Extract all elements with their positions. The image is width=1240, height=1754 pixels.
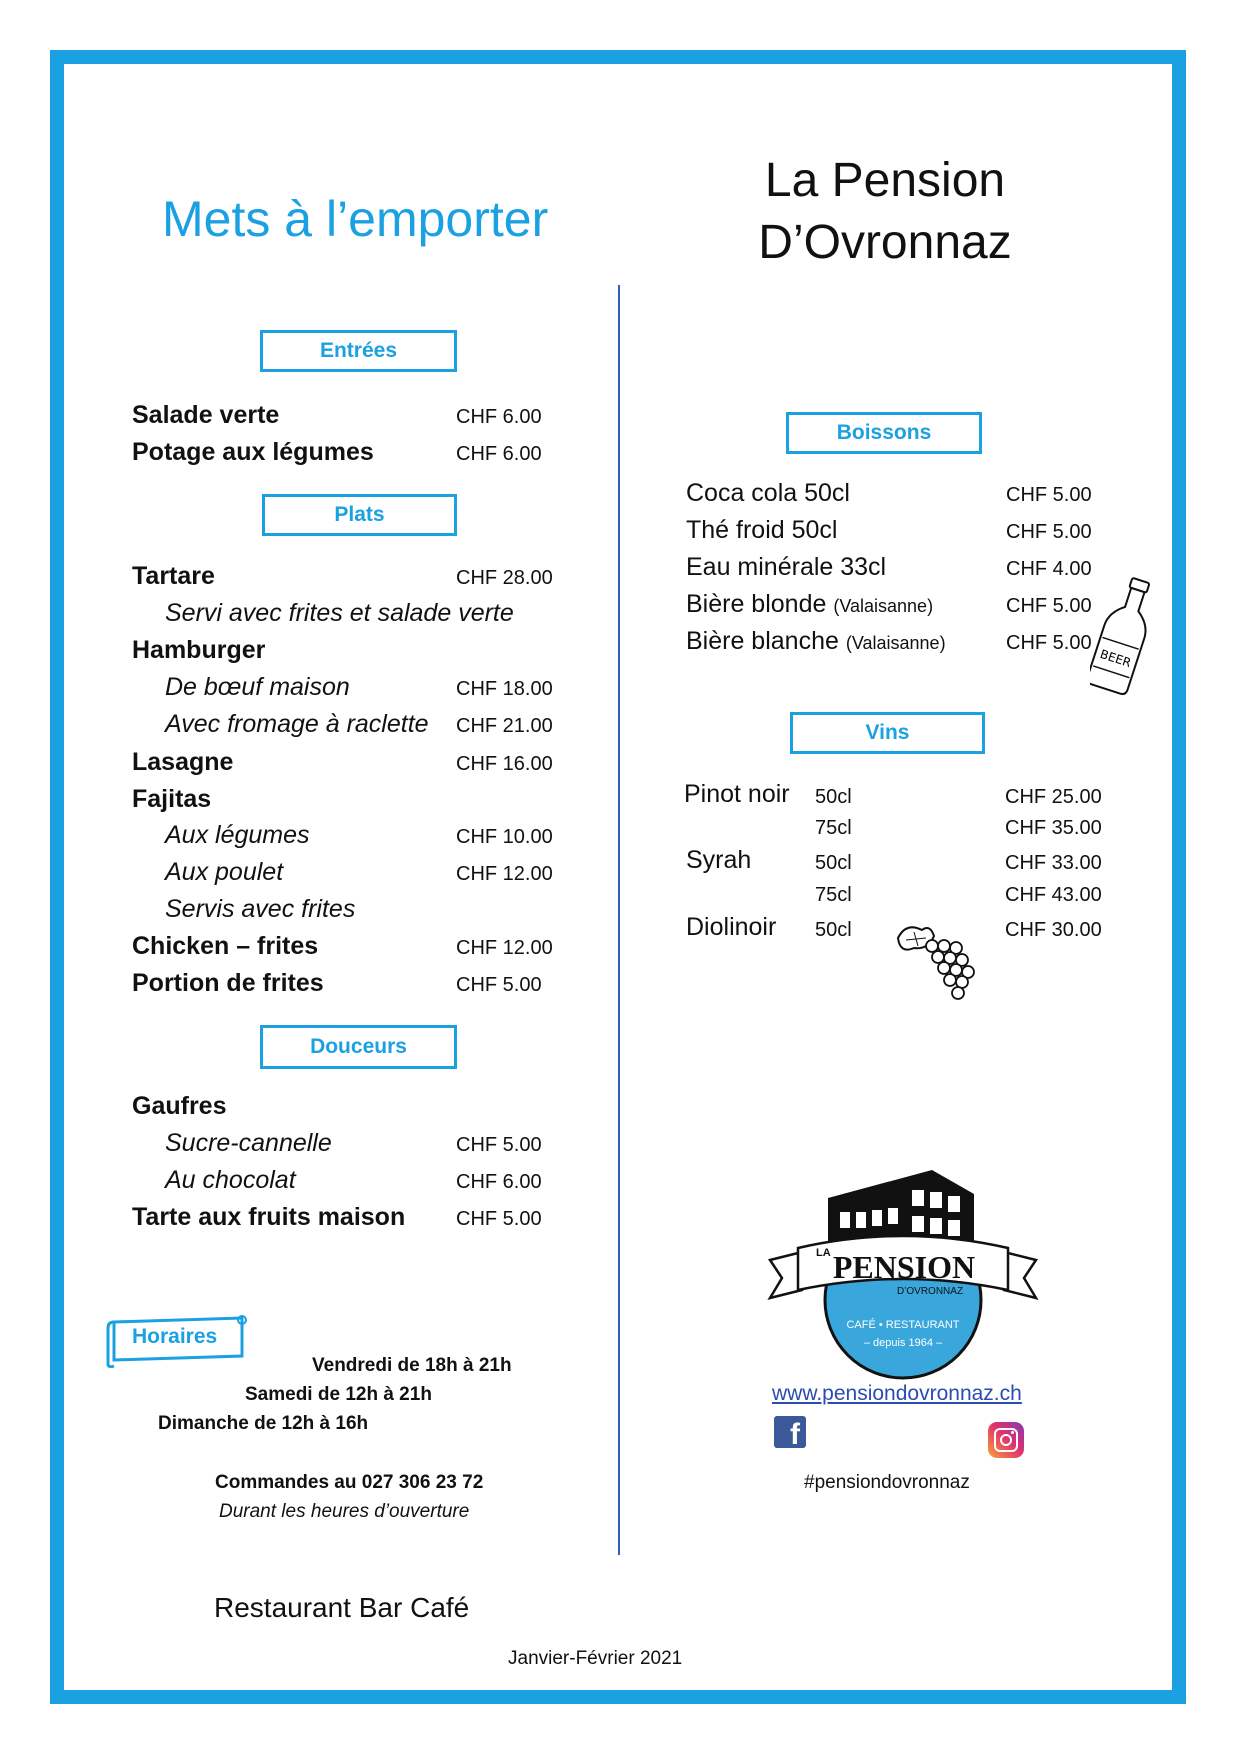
hashtag: #pensiondovronnaz [804,1472,970,1493]
wine-name: Pinot noir [684,780,790,808]
section-boissons: Boissons [786,412,982,454]
drink-detail: (Valaisanne) [833,596,934,616]
menu-item-name: Hamburger [132,636,266,664]
menu-item-name: Tarte aux fruits maison [132,1203,406,1231]
logo-pension: PENSION [832,1249,976,1285]
order-phone: Commandes au 027 306 23 72 [215,1472,484,1493]
facebook-icon[interactable]: f [774,1416,806,1448]
logo-la: LA [816,1247,831,1259]
instagram-icon[interactable] [988,1422,1024,1458]
menu-date: Janvier-Février 2021 [508,1648,683,1669]
drink-name: Coca cola 50cl [686,479,850,507]
wine-size: 75cl [815,817,852,839]
opening-hours-line: Samedi de 12h à 21h [245,1384,432,1405]
wine-size: 75cl [815,884,852,906]
wine-price: CHF 43.00 [1005,884,1102,906]
drink-price: CHF 5.00 [1006,595,1092,617]
section-vins: Vins [790,712,985,754]
menu-option-name: Aux légumes [165,821,310,849]
restaurant-name-line2: D’Ovronnaz [758,216,1012,269]
menu-item-name: Potage aux légumes [132,438,374,466]
takeaway-title: Mets à l’emporter [162,191,549,247]
beer-label-text: BEER [1098,646,1133,671]
drink-name: Eau minérale 33cl [686,553,887,581]
menu-option-name: Au chocolat [165,1166,296,1194]
menu-option-price: CHF 12.00 [456,863,553,885]
drink-detail: (Valaisanne) [845,633,946,653]
wine-name: Diolinoir [686,913,777,941]
section-horaires: Horaires [132,1325,218,1348]
drink-name: Bière blanche (Valaisanne) [686,627,946,655]
column-divider [618,285,620,1555]
grapes-icon [892,920,982,1002]
menu-option-price: CHF 18.00 [456,678,553,700]
order-note: Durant les heures d’ouverture [219,1501,470,1522]
logo-since: – depuis 1964 – [863,1337,943,1349]
menu-option-price: CHF 6.00 [456,1171,542,1193]
wine-size: 50cl [815,919,852,941]
menu-item-note: Servis avec frites [165,895,356,923]
restaurant-type-footer: Restaurant Bar Café [214,1592,470,1623]
section-entrees: Entrées [260,330,457,372]
drink-price: CHF 5.00 [1006,521,1092,543]
menu-option-price: CHF 5.00 [456,1134,542,1156]
menu-item-name: Gaufres [132,1092,227,1120]
drink-price: CHF 5.00 [1006,484,1092,506]
menu-item-price: CHF 6.00 [456,443,542,465]
menu-item-price: CHF 12.00 [456,937,553,959]
beer-bottle-icon [1090,574,1158,698]
menu-option-name: De bœuf maison [165,673,350,701]
menu-item-name: Chicken – frites [132,932,319,960]
wine-name: Syrah [686,846,752,874]
pension-logo [762,1150,1044,1380]
menu-item-name: Tartare [132,562,215,590]
menu-option-name: Avec fromage à raclette [165,710,429,738]
menu-option-name: Sucre-cannelle [165,1129,332,1157]
menu-item-note: Servi avec frites et salade verte [165,599,514,627]
menu-item-price: CHF 16.00 [456,753,553,775]
section-douceurs: Douceurs [260,1025,457,1069]
logo-type: CAFÉ • RESTAURANT [846,1319,960,1331]
wine-price: CHF 35.00 [1005,817,1102,839]
restaurant-name-line1: La Pension [764,154,1006,207]
section-plats: Plats [262,494,457,536]
menu-item-name: Portion de frites [132,969,324,997]
menu-item-price: CHF 5.00 [456,974,542,996]
wine-price: CHF 33.00 [1005,852,1102,874]
drink-name: Bière blonde (Valaisanne) [686,590,934,618]
drink-price: CHF 4.00 [1006,558,1092,580]
wine-price: CHF 25.00 [1005,786,1102,808]
wine-price: CHF 30.00 [1005,919,1102,941]
menu-option-name: Aux poulet [165,858,284,886]
restaurant-name [740,150,1030,274]
menu-item-name: Salade verte [132,401,280,429]
drink-price: CHF 5.00 [1006,632,1092,654]
menu-item-price: CHF 6.00 [456,406,542,428]
website-link[interactable]: www.pensiondovronnaz.ch [772,1382,1022,1405]
menu-item-price: CHF 5.00 [456,1208,542,1230]
opening-hours-line: Dimanche de 12h à 16h [158,1413,369,1434]
drink-name: Thé froid 50cl [686,516,838,544]
menu-item-price: CHF 28.00 [456,567,553,589]
menu-option-price: CHF 21.00 [456,715,553,737]
wine-size: 50cl [815,786,852,808]
wine-size: 50cl [815,852,852,874]
logo-place: D’OVRONNAZ [896,1286,964,1297]
opening-hours-line: Vendredi de 18h à 21h [312,1355,512,1376]
menu-option-price: CHF 10.00 [456,826,553,848]
menu-item-name: Lasagne [132,748,234,776]
menu-item-name: Fajitas [132,785,212,813]
